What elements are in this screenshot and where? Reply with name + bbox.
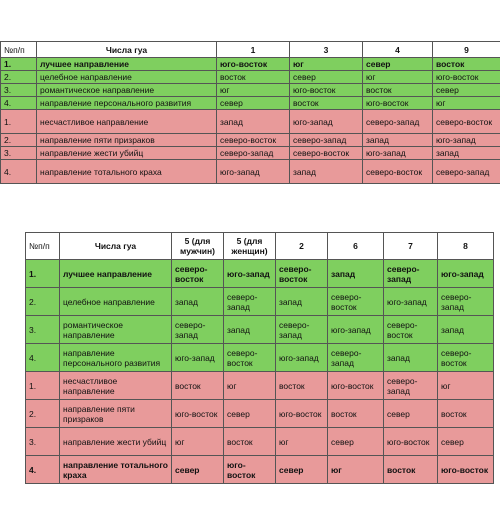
direction-name: целебное направление bbox=[60, 288, 172, 316]
table-row bbox=[26, 260, 494, 288]
table-row bbox=[1, 160, 500, 184]
row-number: 1. bbox=[26, 260, 60, 288]
direction-cell: запад bbox=[224, 316, 276, 344]
direction-cell: северо-запад bbox=[438, 288, 494, 316]
direction-cell: северо-запад bbox=[217, 147, 290, 160]
table-row bbox=[26, 344, 494, 372]
direction-cell: юго-восток bbox=[384, 428, 438, 456]
direction-name: несчастливое направление bbox=[60, 372, 172, 400]
direction-cell: юго-запад bbox=[224, 260, 276, 288]
direction-cell: запад bbox=[172, 288, 224, 316]
direction-cell: северо-восток bbox=[384, 316, 438, 344]
direction-cell: запад bbox=[384, 344, 438, 372]
direction-cell: северо-восток bbox=[433, 110, 500, 134]
direction-cell: север bbox=[172, 456, 224, 484]
header-gua-numbers: Числа гуа bbox=[60, 233, 172, 260]
direction-name: направление пяти призраков bbox=[37, 134, 217, 147]
direction-cell: юго-запад bbox=[438, 260, 494, 288]
direction-cell: юг bbox=[172, 428, 224, 456]
row-number: 1. bbox=[1, 58, 37, 71]
direction-cell: юго-восток bbox=[363, 97, 433, 110]
row-number: 2. bbox=[1, 71, 37, 84]
direction-cell: юг bbox=[328, 456, 384, 484]
row-number: 2. bbox=[26, 400, 60, 428]
direction-cell: юг bbox=[363, 71, 433, 84]
row-number: 3. bbox=[1, 84, 37, 97]
direction-cell: северо-запад bbox=[172, 316, 224, 344]
direction-name: целебное направление bbox=[37, 71, 217, 84]
gua-table-1 bbox=[0, 41, 500, 184]
direction-cell: юго-запад bbox=[172, 344, 224, 372]
row-number: 4. bbox=[26, 344, 60, 372]
direction-name: направление персонального развития bbox=[60, 344, 172, 372]
direction-name: лучшее направление bbox=[37, 58, 217, 71]
direction-cell: юго-запад bbox=[363, 147, 433, 160]
direction-cell: юго-запад bbox=[384, 288, 438, 316]
direction-cell: юго-восток bbox=[276, 400, 328, 428]
direction-cell: восток bbox=[224, 428, 276, 456]
table-row bbox=[1, 110, 500, 134]
row-number: 1. bbox=[1, 110, 37, 134]
direction-cell: север bbox=[224, 400, 276, 428]
header-gua-2: 2 bbox=[276, 233, 328, 260]
direction-cell: северо-восток bbox=[172, 260, 224, 288]
header-number: №п/п bbox=[26, 233, 60, 260]
direction-cell: северо-восток bbox=[217, 134, 290, 147]
direction-cell: северо-восток bbox=[276, 260, 328, 288]
direction-name: направление персонального развития bbox=[37, 97, 217, 110]
direction-cell: северо-запад bbox=[328, 344, 384, 372]
row-number: 2. bbox=[26, 288, 60, 316]
direction-cell: запад bbox=[217, 110, 290, 134]
direction-cell: северо-запад bbox=[290, 134, 363, 147]
direction-cell: юг bbox=[217, 84, 290, 97]
direction-cell: юго-восток bbox=[328, 372, 384, 400]
gua-table-2 bbox=[25, 232, 494, 484]
direction-name: романтическое направление bbox=[60, 316, 172, 344]
table-row bbox=[26, 400, 494, 428]
direction-cell: юг bbox=[433, 97, 500, 110]
direction-cell: восток bbox=[328, 400, 384, 428]
row-number: 4. bbox=[1, 97, 37, 110]
direction-cell: юго-запад bbox=[433, 134, 500, 147]
table-row bbox=[26, 456, 494, 484]
direction-cell: северо-восток bbox=[224, 344, 276, 372]
direction-cell: юг bbox=[438, 372, 494, 400]
header-gua-4: 4 bbox=[363, 42, 433, 58]
direction-cell: северо-восток bbox=[290, 147, 363, 160]
direction-cell: север bbox=[217, 97, 290, 110]
header-gua-9: 9 bbox=[433, 42, 500, 58]
direction-cell: восток bbox=[433, 58, 500, 71]
direction-cell: север bbox=[276, 456, 328, 484]
direction-cell: северо-запад bbox=[433, 160, 500, 184]
direction-cell: юго-восток bbox=[172, 400, 224, 428]
direction-cell: северо-запад bbox=[224, 288, 276, 316]
table-row bbox=[26, 288, 494, 316]
direction-cell: восток bbox=[438, 400, 494, 428]
direction-cell: юго-восток bbox=[433, 71, 500, 84]
direction-cell: северо-восток bbox=[438, 344, 494, 372]
direction-cell: юг bbox=[290, 58, 363, 71]
direction-cell: восток bbox=[172, 372, 224, 400]
header-number: №п/п bbox=[1, 42, 37, 58]
table-row bbox=[26, 428, 494, 456]
row-number: 2. bbox=[1, 134, 37, 147]
direction-name: направление жести убийц bbox=[37, 147, 217, 160]
direction-cell: юго-восток bbox=[217, 58, 290, 71]
table-row bbox=[1, 58, 500, 71]
table-row bbox=[1, 71, 500, 84]
row-number: 3. bbox=[1, 147, 37, 160]
direction-cell: запад bbox=[328, 260, 384, 288]
direction-cell: восток bbox=[384, 456, 438, 484]
direction-cell: север bbox=[328, 428, 384, 456]
direction-name: направление тотального краха bbox=[60, 456, 172, 484]
direction-cell: северо-восток bbox=[328, 288, 384, 316]
direction-cell: юго-восток bbox=[290, 84, 363, 97]
direction-name: романтическое направление bbox=[37, 84, 217, 97]
direction-name: направление пяти призраков bbox=[60, 400, 172, 428]
row-number: 1. bbox=[26, 372, 60, 400]
direction-cell: юг bbox=[276, 428, 328, 456]
table-header-row bbox=[1, 42, 500, 58]
header-gua-1: 1 bbox=[217, 42, 290, 58]
direction-cell: юго-восток bbox=[438, 456, 494, 484]
direction-cell: запад bbox=[433, 147, 500, 160]
row-number: 4. bbox=[1, 160, 37, 184]
direction-cell: юго-восток bbox=[224, 456, 276, 484]
direction-name: направление жести убийц bbox=[60, 428, 172, 456]
direction-cell: север bbox=[384, 400, 438, 428]
direction-name: несчастливое направление bbox=[37, 110, 217, 134]
direction-cell: юго-запад bbox=[276, 344, 328, 372]
table-row bbox=[26, 316, 494, 344]
direction-cell: юг bbox=[224, 372, 276, 400]
header-gua-5-women: 5 (для женщин) bbox=[224, 233, 276, 260]
table-row bbox=[1, 97, 500, 110]
direction-cell: север bbox=[290, 71, 363, 84]
direction-cell: север bbox=[438, 428, 494, 456]
direction-name: направление тотального краха bbox=[37, 160, 217, 184]
table-row bbox=[1, 84, 500, 97]
direction-cell: северо-запад bbox=[384, 260, 438, 288]
direction-cell: восток bbox=[217, 71, 290, 84]
direction-cell: северо-запад bbox=[384, 372, 438, 400]
direction-cell: север bbox=[363, 58, 433, 71]
direction-cell: восток bbox=[276, 372, 328, 400]
direction-cell: юго-запад bbox=[290, 110, 363, 134]
header-gua-6: 6 bbox=[328, 233, 384, 260]
direction-cell: юго-запад bbox=[217, 160, 290, 184]
header-gua-5-men: 5 (для мужчин) bbox=[172, 233, 224, 260]
direction-cell: северо-запад bbox=[276, 316, 328, 344]
table-row bbox=[1, 147, 500, 160]
direction-cell: восток bbox=[363, 84, 433, 97]
header-gua-3: 3 bbox=[290, 42, 363, 58]
direction-cell: запад bbox=[290, 160, 363, 184]
table-header-row bbox=[26, 233, 494, 260]
direction-cell: запад bbox=[363, 134, 433, 147]
direction-cell: юго-запад bbox=[328, 316, 384, 344]
header-gua-7: 7 bbox=[384, 233, 438, 260]
direction-cell: запад bbox=[438, 316, 494, 344]
row-number: 4. bbox=[26, 456, 60, 484]
direction-name: лучшее направление bbox=[60, 260, 172, 288]
table-row bbox=[26, 372, 494, 400]
row-number: 3. bbox=[26, 428, 60, 456]
header-gua-8: 8 bbox=[438, 233, 494, 260]
direction-cell: север bbox=[433, 84, 500, 97]
row-number: 3. bbox=[26, 316, 60, 344]
direction-cell: северо-запад bbox=[363, 110, 433, 134]
direction-cell: запад bbox=[276, 288, 328, 316]
table-row bbox=[1, 134, 500, 147]
header-gua-numbers: Числа гуа bbox=[37, 42, 217, 58]
direction-cell: северо-восток bbox=[363, 160, 433, 184]
direction-cell: восток bbox=[290, 97, 363, 110]
